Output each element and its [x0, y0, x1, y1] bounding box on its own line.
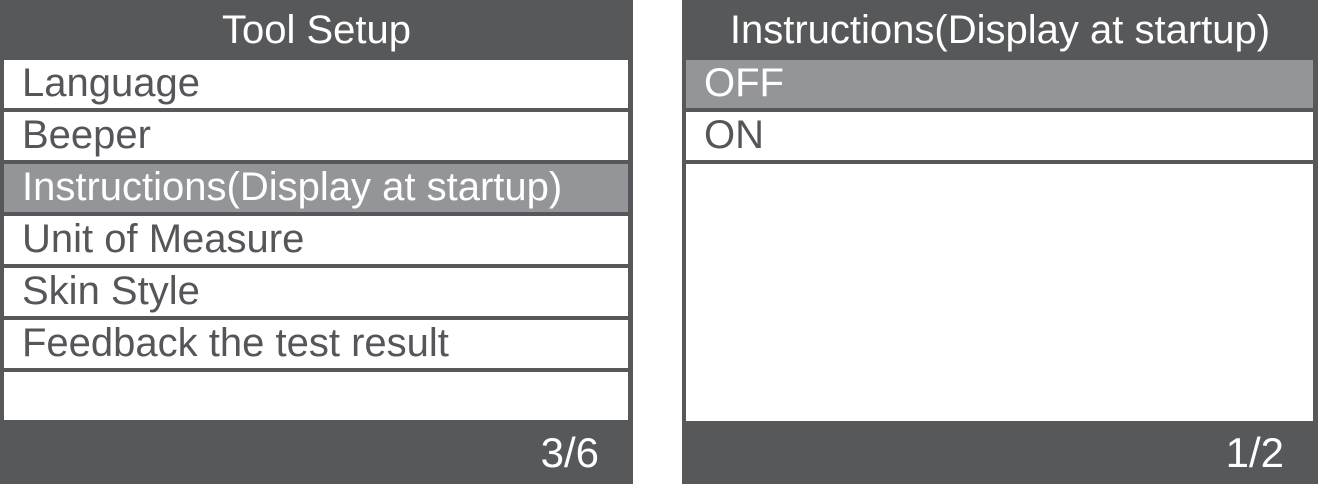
menu-item-empty [4, 372, 628, 420]
page-indicator: 3/6 [540, 428, 599, 476]
menu-item-instructions[interactable]: Instructions(Display at startup) [4, 164, 628, 212]
instructions-options-list [686, 60, 1313, 421]
screen-title-bar [682, 0, 1318, 60]
instructions-screen [682, 0, 1318, 484]
tool-setup-screen [0, 0, 633, 484]
menu-item-skin-style[interactable]: Skin Style [4, 268, 628, 316]
page-title: Tool Setup [221, 7, 412, 52]
status-bar [682, 421, 1318, 484]
tool-setup-menu [4, 60, 628, 421]
status-bar [0, 421, 633, 484]
menu-item-unit-of-measure[interactable]: Unit of Measure [4, 216, 628, 264]
menu-item-language[interactable]: Language [4, 60, 628, 108]
menu-item-beeper[interactable]: Beeper [4, 112, 628, 160]
empty-list-area [686, 164, 1313, 421]
menu-item-feedback-test-result[interactable]: Feedback the test result [4, 320, 628, 368]
page-indicator: 1/2 [1225, 428, 1284, 476]
screen-title-bar [0, 0, 633, 60]
option-off[interactable]: OFF [686, 60, 1313, 108]
page-title: Instructions(Display at startup) [729, 7, 1271, 52]
option-on[interactable]: ON [686, 112, 1313, 160]
